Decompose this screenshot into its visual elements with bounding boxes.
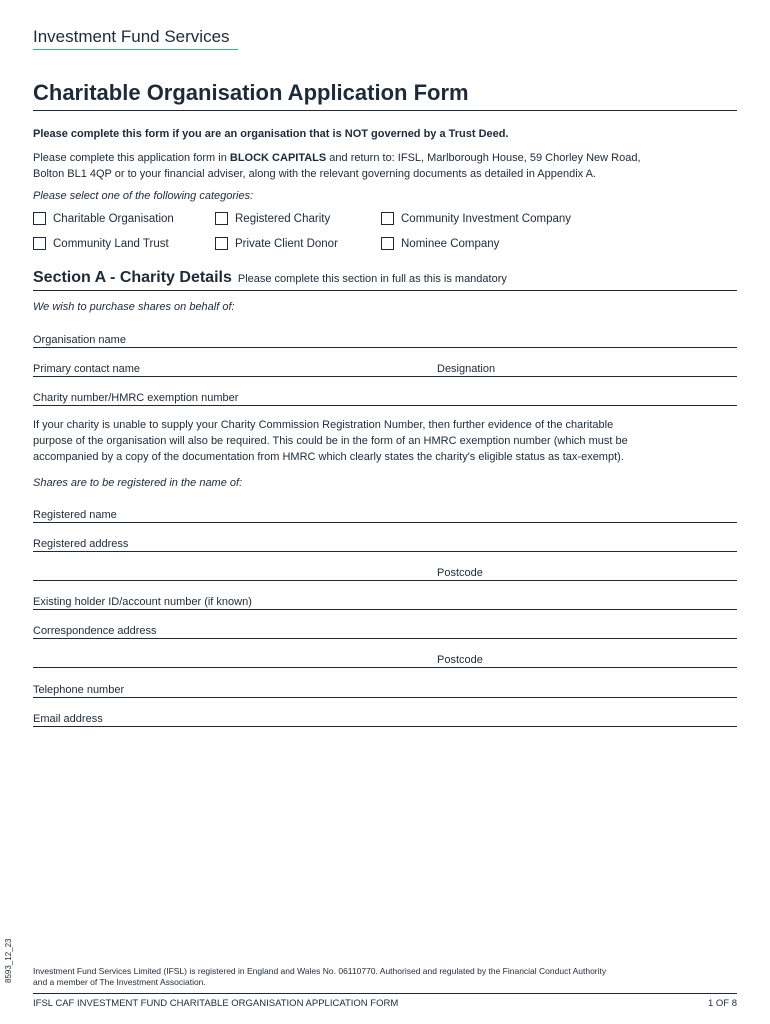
designation-label: Designation bbox=[437, 363, 496, 375]
footer-legal-note bbox=[33, 966, 733, 988]
checkbox-box[interactable] bbox=[215, 237, 228, 250]
checkbox-private-client-donor[interactable] bbox=[215, 237, 338, 250]
section-a-subtitle: Please complete this section in full as this is mandatory bbox=[237, 273, 507, 285]
footer-divider bbox=[33, 993, 737, 994]
checkbox-box[interactable] bbox=[33, 212, 46, 225]
checkbox-community-land-trust[interactable] bbox=[33, 237, 169, 250]
registered-address-field[interactable] bbox=[33, 537, 737, 552]
correspondence-address-line2-field[interactable] bbox=[33, 653, 737, 668]
charity-number-field[interactable] bbox=[33, 391, 737, 406]
title-divider bbox=[33, 110, 737, 111]
footer-note-line: and a member of The Investment Association. bbox=[33, 977, 206, 987]
brand-name: Investment Fund Services bbox=[33, 27, 230, 46]
correspondence-address-field[interactable] bbox=[33, 624, 737, 639]
existing-holder-field[interactable] bbox=[33, 595, 737, 610]
charity-note-line: If your charity is unable to supply your Charity Commission Registration Number, then further evidence of the charitable bbox=[33, 419, 614, 431]
correspondence-address-label: Correspondence address bbox=[33, 625, 157, 637]
instructions-text-1: Please complete this application form in bbox=[33, 152, 230, 164]
registered-prompt: Shares are to be registered in the name of: bbox=[33, 477, 243, 489]
registered-name-field[interactable] bbox=[33, 508, 737, 523]
charity-note bbox=[33, 417, 738, 465]
checkbox-label: Charitable Organisation bbox=[53, 212, 174, 225]
form-title: Charitable Organisation Application Form bbox=[33, 80, 469, 105]
section-a-title: Section A - Charity Details bbox=[33, 269, 232, 286]
checkbox-nominee-company[interactable] bbox=[381, 237, 499, 250]
email-field[interactable] bbox=[33, 712, 737, 727]
registered-name-label: Registered name bbox=[33, 509, 117, 521]
checkbox-box[interactable] bbox=[33, 237, 46, 250]
checkbox-box[interactable] bbox=[381, 212, 394, 225]
document-code: 8593_12_23 bbox=[4, 938, 13, 983]
email-label: Email address bbox=[33, 713, 103, 725]
checkbox-label: Registered Charity bbox=[235, 212, 331, 225]
checkbox-community-investment-company[interactable] bbox=[381, 212, 571, 225]
charity-number-label: Charity number/HMRC exemption number bbox=[33, 392, 239, 404]
section-a-heading bbox=[33, 269, 507, 287]
instructions-text-2: and return to: IFSL, Marlborough House, 59 Chorley New Road, bbox=[326, 152, 641, 164]
existing-holder-label: Existing holder ID/account number (if known) bbox=[33, 596, 252, 608]
page-number: 1 OF 8 bbox=[707, 998, 737, 1009]
checkbox-charitable-organisation[interactable] bbox=[33, 212, 174, 225]
checkbox-box[interactable] bbox=[215, 212, 228, 225]
checkbox-label: Private Client Donor bbox=[235, 237, 338, 250]
primary-contact-field[interactable] bbox=[33, 362, 737, 377]
brand-underline bbox=[33, 49, 238, 50]
checkbox-label: Nominee Company bbox=[401, 237, 500, 250]
charity-note-line: accompanied by a copy of the documentation from HMRC which clearly states the charity's eligible status as tax-exempt). bbox=[33, 451, 624, 463]
postcode-label-2: Postcode bbox=[437, 654, 483, 666]
charity-note-line: purpose of the organisation will also be required. This could be in the form of an HMRC exemption number (which must be bbox=[33, 435, 628, 447]
registered-address-label: Registered address bbox=[33, 538, 129, 550]
purchase-prompt: We wish to purchase shares on behalf of: bbox=[33, 301, 235, 313]
checkbox-label: Community Land Trust bbox=[53, 237, 169, 250]
checkbox-label: Community Investment Company bbox=[401, 212, 572, 225]
primary-contact-label: Primary contact name bbox=[33, 363, 140, 375]
checkbox-registered-charity[interactable] bbox=[215, 212, 330, 225]
lead-instruction: Please complete this form if you are an organisation that is NOT governed by a Trust Deed. bbox=[33, 128, 509, 140]
organisation-name-label: Organisation name bbox=[33, 334, 126, 346]
footer-note-line: Investment Fund Services Limited (IFSL) is registered in England and Wales No. 06110770. Authorised and regulated by the Financial Conduct Authority bbox=[33, 966, 607, 976]
section-a-divider bbox=[33, 290, 737, 291]
footer-form-name: IFSL CAF INVESTMENT FUND CHARITABLE ORGANISATION APPLICATION FORM bbox=[33, 998, 399, 1009]
checkbox-box[interactable] bbox=[381, 237, 394, 250]
organisation-name-field[interactable] bbox=[33, 333, 737, 348]
instructions-paragraph bbox=[33, 150, 738, 182]
telephone-field[interactable] bbox=[33, 683, 737, 698]
postcode-label: Postcode bbox=[437, 567, 483, 579]
telephone-label: Telephone number bbox=[33, 684, 125, 696]
instructions-text-3: Bolton BL1 4QP or to your financial adviser, along with the relevant governing documents as detailed in Appendix A. bbox=[33, 168, 596, 180]
instructions-block-capitals: BLOCK CAPITALS bbox=[229, 152, 327, 164]
category-prompt: Please select one of the following categories: bbox=[33, 190, 254, 202]
registered-address-line2-field[interactable] bbox=[33, 566, 737, 581]
